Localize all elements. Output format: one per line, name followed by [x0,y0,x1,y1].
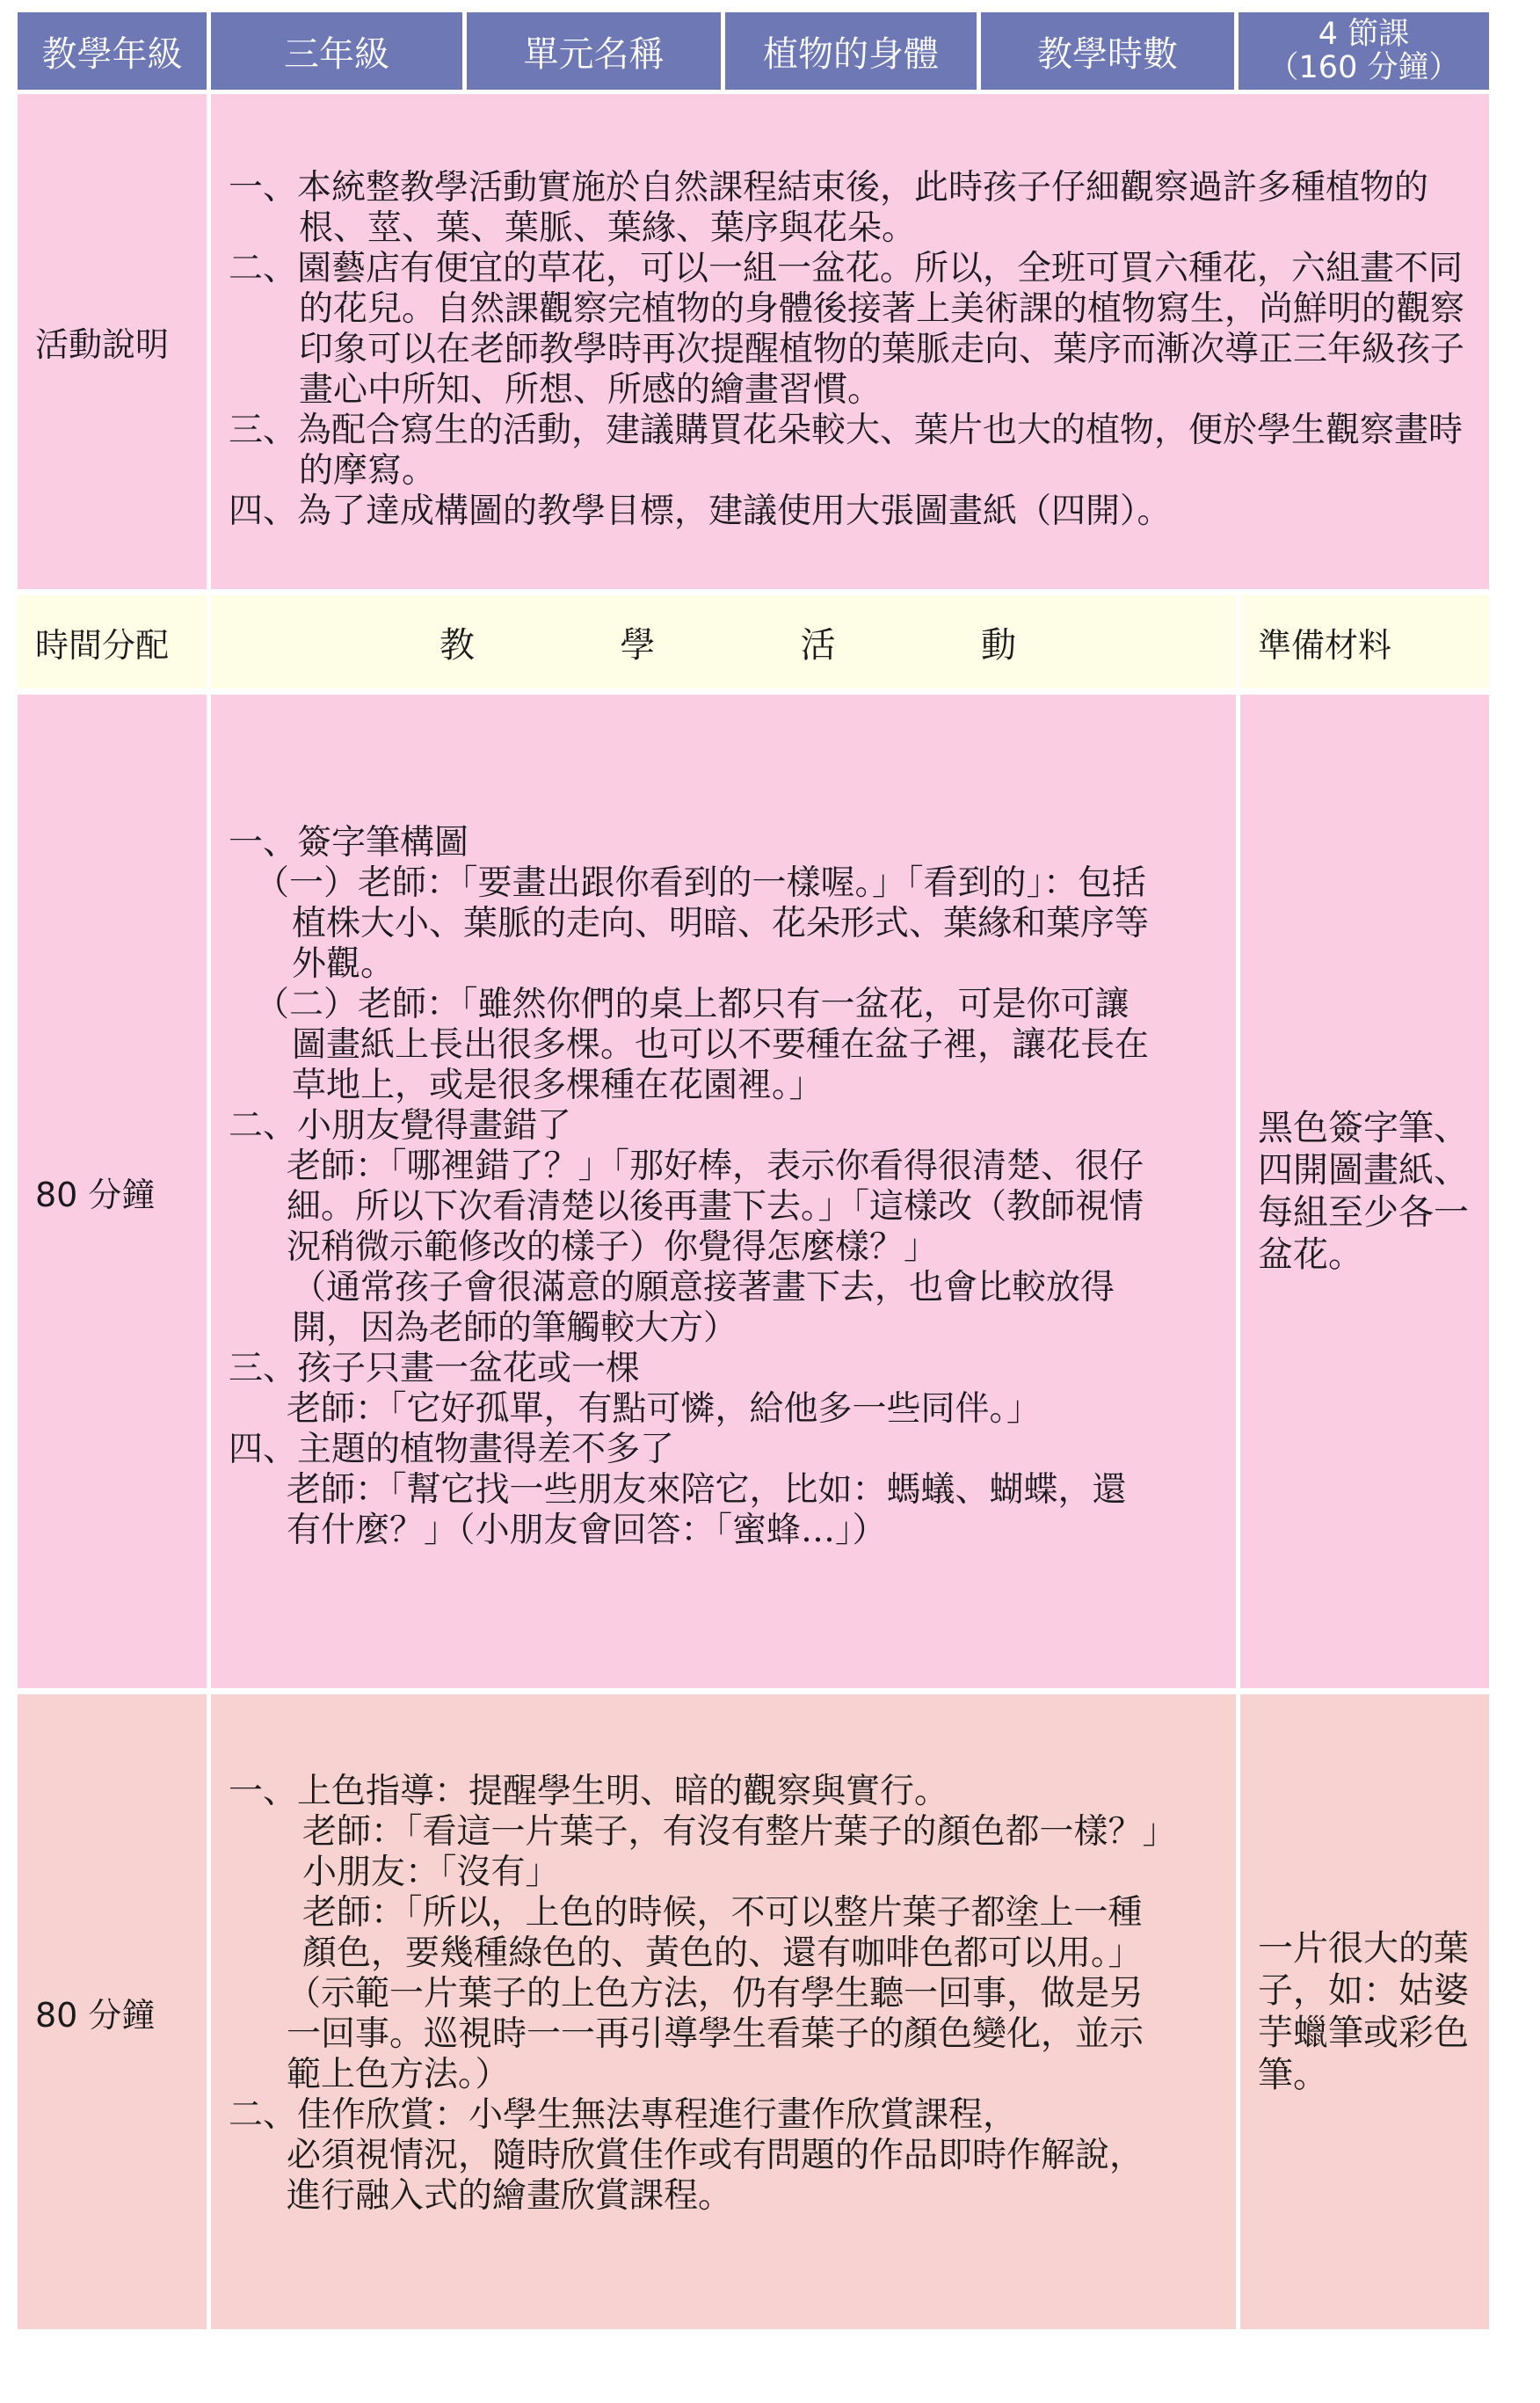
description-item-3: 三、為配合寫生的活動，建議購買花朵較大、葉片也大的植物，便於學生觀察畫時的摩寫。 [229,411,1464,491]
session1-materials: 黑色簽字筆、四開圖畫紙、每組至少各一盆花。 [1240,695,1489,1688]
session2-line: 範上色方法。） [287,2055,510,2094]
hours-value [1239,12,1489,90]
session1-line: （通常孩子會很滿意的願意接著畫下去，也會比較放得 [292,1268,1115,1307]
session1-activities [211,695,1236,1688]
session2-line: 進行融入式的繪畫欣賞課程。 [287,2176,733,2216]
session2-line: 老師：「所以，上色的時候，不可以整片葉子都塗上一種 [302,1893,1143,1933]
session2-line: 小朋友：「沒有」 [302,1853,560,1892]
session2-line: 一、上色指導：提醒學生明、暗的觀察與實行。 [229,1772,949,1811]
activity-header-char-4: 動 [980,624,1016,666]
activity-header-char-1: 教 [439,624,475,666]
session2-time: 80 分鐘 [18,1694,207,2329]
description-item-1: 一、本統整教學活動實施於自然課程結束後，此時孩子仔細觀察過許多種植物的根、莖、葉、葉脈、葉緣、葉序與花朵。 [229,168,1429,248]
grade-value: 三年級 [211,12,462,90]
session1-line: 植株大小、葉脈的走向、明暗、花朵形式、葉緣和葉序等 [292,904,1150,943]
session1-line: 老師：「它好孤單，有點可憐，給他多一些同伴。」 [287,1389,1042,1429]
session1-line: 開，因為老師的筆觸較大方） [292,1308,738,1348]
session1-line: 二、小朋友覺得畫錯了 [229,1106,572,1146]
hours-value-line2: （160 分鐘） [1268,50,1460,85]
session2-line: 顏色，要幾種綠色的、黃色的、還有咖啡色都可以用。」 [302,1933,1143,1973]
session1-line: 老師：「幫它找一些朋友來陪它，比如：螞蟻、蝴蝶，還 [287,1470,1127,1510]
session1-line: （一）老師：「要畫出跟你看到的一樣喔。」「看到的」：包括 [255,863,1147,903]
session1-line: 況稍微示範修改的樣子）你覺得怎麼樣？」 [287,1227,939,1267]
session1-time: 80 分鐘 [18,695,207,1688]
session1-line: 細。所以下次看清楚以後再畫下去。」「這樣改（教師視情 [287,1187,1144,1227]
session2-line: （示範一片葉子的上色方法，仍有學生聽一回事，做是另 [287,1974,1144,2013]
session1-line: 一、簽字筆構圖 [229,823,469,863]
unit-value: 植物的身體 [725,12,977,90]
materials-column-header: 準備材料 [1240,595,1489,688]
session1-line: 老師：「哪裡錯了？」「那好棒，表示你看得很清楚、很仔 [287,1147,1144,1186]
session1-line: 四、主題的植物畫得差不多了 [229,1430,675,1469]
session1-line: 外觀。 [292,944,396,984]
session2-line: 必須視情況，隨時欣賞佳作或有問題的作品即時作解說， [287,2136,1144,2175]
description-label: 活動說明 [18,94,207,589]
session2-line: 老師：「看這一片葉子，有沒有整片葉子的顏色都一樣？」 [302,1812,1177,1852]
session1-line: 圖畫紙上長出很多棵。也可以不要種在盆子裡，讓花長在 [292,1025,1150,1065]
activity-header-char-2: 學 [620,624,656,666]
session2-materials: 一片很大的葉子，如：姑婆芋蠟筆或彩色筆。 [1240,1694,1489,2329]
session2-line: 二、佳作欣賞：小學生無法專程進行畫作欣賞課程， [229,2095,1018,2135]
activity-column-header [211,595,1236,688]
session1-line: 三、孩子只畫一盆花或一棵 [229,1349,641,1388]
session1-line: 有什麼？」（小朋友會回答：「蜜蜂…」） [287,1511,887,1550]
description-body [211,94,1489,589]
description-item-4: 四、為了達成構圖的教學目標，建議使用大張圖畫紙（四開）。 [229,492,1172,531]
session2-line: 一回事。巡視時一一再引導學生看葉子的顏色變化，並示 [287,2014,1144,2054]
activity-header-char-3: 活 [800,624,836,666]
session1-line: （二）老師：「雖然你們的桌上都只有一盆花，可是你可讓 [255,985,1130,1024]
unit-label: 單元名稱 [467,12,721,90]
grade-label: 教學年級 [18,12,207,90]
description-item-2: 二、園藝店有便宜的草花，可以一組一盆花。所以，全班可買六種花，六組畫不同的花兒。自然課觀察完植物的身體後接著上美術課的植物寫生，尚鮮明的觀察印象可以在老師教學時再次提醒植物的葉脈走向、葉序而漸次導正三年級孩子畫心中所知、所想、所感的繪畫習慣。 [229,249,1465,410]
hours-value-line1: 4 節課 [1318,17,1410,52]
session1-line: 草地上，或是很多棵種在花園裡。」 [292,1066,824,1105]
hours-label: 教學時數 [981,12,1234,90]
session2-activities [211,1694,1236,2329]
time-column-header: 時間分配 [18,595,207,688]
